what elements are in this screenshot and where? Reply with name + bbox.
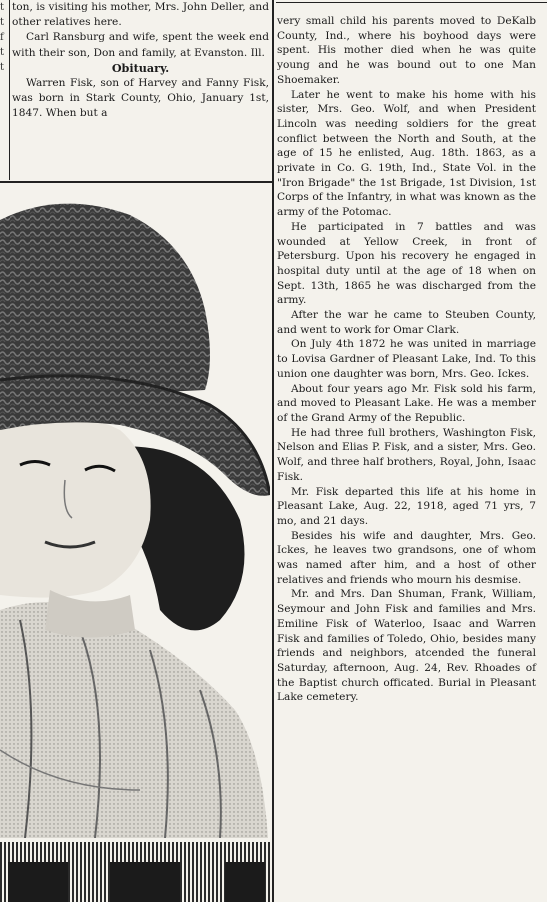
obituary-paragraph: very small child his parents moved to DeKalb County, Ind., where his boyhood days were spent. His mother died when he was quite young and he was bound out to one Man Shoemaker.	[277, 15, 536, 86]
gutter-letter: t	[0, 17, 5, 28]
left-gutter-fragments	[0, 0, 8, 180]
obituary-paragraph: About four years ago Mr. Fisk sold his farm, and moved to Pleasant Lake. He was a member of the Grand Army of the Republic.	[277, 382, 536, 424]
gutter-letter: t	[0, 47, 5, 58]
obituary-paragraph: Mr. Fisk departed this life at his home in Pleasant Lake, Aug. 22, 1918, aged 71 yrs, 7 mo, and 21 days.	[277, 485, 536, 527]
obituary-paragraph: He participated in 7 battles and was wounded at Yellow Creek, in front of Petersburg. Upon his recovery he engaged in hospital duty until at the age of 18 when on Sept. 13th, 1865 he was discharged from the army.	[277, 220, 536, 307]
obituary-paragraph: On July 4th 1872 he was united in marriage to Lovisa Gardner of Pleasant Lake, Ind. To this union one daughter was born, Mrs. Geo. Ickes.	[277, 338, 536, 380]
obituary-paragraph: Besides his wife and daughter, Mrs. Geo. Ickes, he leaves two grandsons, one of whom was named after him, and a host of other relatives and friends who mourn his desmise.	[277, 529, 536, 586]
right-column-text	[277, 14, 536, 705]
section-rule	[0, 181, 272, 183]
obituary-paragraph: Later he went to make his home with his sister, Mrs. Geo. Wolf, and when President Lincoln was needing soldiers for the great conflict between the North and South, at the age of 15 he enlisted, Aug. 18th. 1863, as a private in Co. G. 19th, Ind., State Vol. in the "Iron Brigade" the 1st Brigade, 1st Division, 1st Corps of the Infantry, in what was known as the army of the Potomac.	[277, 88, 536, 219]
portrait-photo	[0, 190, 270, 838]
obituary-opening: Warren Fisk, son of Harvey and Fanny Fisk, was born in Stark County, Ohio, January 1st, 1847. When but a	[12, 77, 269, 120]
left-column-text	[12, 0, 269, 122]
obituary-paragraph: He had three full brothers, Washington Fisk, Nelson and Elias P. Fisk, and a sister, Mrs. Geo. Wolf, and three half brothers, Royal, John, Isaac Fisk.	[277, 426, 536, 483]
portrait-illustration	[0, 190, 270, 838]
column-rule-center	[272, 0, 274, 902]
news-paragraph: Carl Ransburg and wife, spent the week end with their son, Don and family, at Evanston. Ill.	[12, 31, 269, 59]
obituary-paragraph: After the war he came to Steuben County, and went to work for Omar Clark.	[277, 309, 536, 336]
gutter-letter: f	[0, 32, 4, 43]
section-rule-top	[276, 2, 547, 3]
news-paragraph: ton, is visiting his mother, Mrs. John Deller, and other relatives here.	[12, 1, 269, 29]
gutter-letter: t	[0, 62, 5, 73]
next-headline-fragment	[0, 842, 270, 902]
headline-block	[110, 862, 180, 902]
obituary-paragraph: Mr. and Mrs. Dan Shuman, Frank, William, Seymour and John Fisk and families and Mrs. Emiline Fisk of Waterloo, Isaac and Warren Fisk and families of Toledo, Ohio, besides many friends and neighbors, atcended the funeral Saturday, afternoon, Aug. 24, Rev. Rhoades of the Baptist church officated. Burial in Pleasant Lake cemetery.	[277, 588, 536, 704]
column-rule-left	[9, 0, 10, 180]
headline-block	[225, 862, 265, 902]
headline-block	[8, 862, 68, 902]
gutter-letter: t	[0, 2, 5, 13]
obituary-heading: Obituary.	[111, 60, 170, 75]
